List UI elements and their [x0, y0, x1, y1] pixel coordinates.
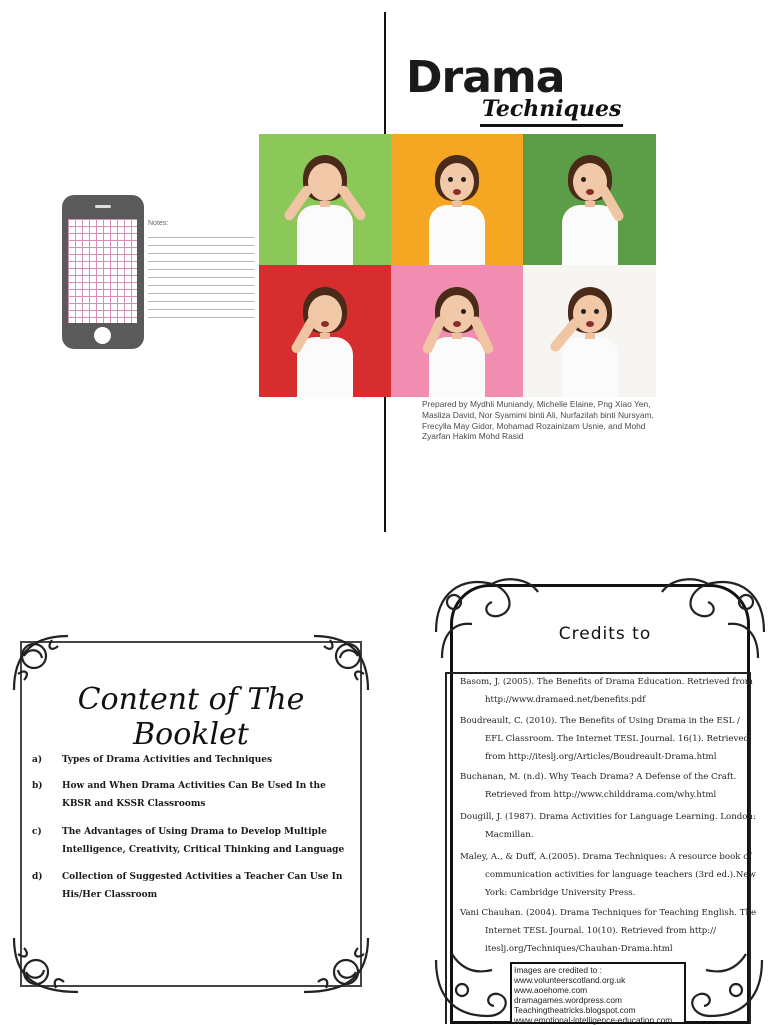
reference-entry: Basom, J. (2005). The Benefits of Drama Education. Retrieved from http://www.dramaed.net/benefits.pdf [460, 677, 753, 705]
toc-letter: b) [32, 781, 43, 791]
image-credits [514, 965, 684, 1025]
image-source: www.emotional-intelligence-education.com [514, 1015, 673, 1025]
toc-item [32, 868, 350, 904]
toc-letter: d) [32, 872, 43, 882]
credits-title: Credits to [558, 624, 652, 644]
image-source: Teachingtheatricks.blogspot.com [514, 1005, 636, 1015]
corner-ornament-icon [12, 934, 82, 994]
reference-entry: Dougill, J. (1987). Drama Activities for Language Learning. London: Macmillan. [460, 812, 756, 840]
toc-text: How and When Drama Activities Can Be Used In the KBSR and KSSR Classrooms [62, 781, 326, 809]
toc-text: The Advantages of Using Drama to Develop Multiple Intelligence, Creativity, Critical Thinking and Language [62, 827, 345, 855]
toc-item [32, 751, 350, 769]
toc-letter: c) [32, 827, 42, 837]
notes-lines [148, 230, 254, 318]
phone-grid-screen [68, 219, 137, 323]
photo-child-covering-eyes [259, 134, 391, 265]
cover-title: Drama [406, 52, 565, 103]
toc-letter: a) [32, 755, 43, 765]
photo-child-hand-on-eye [523, 134, 656, 265]
swirl-ornament-icon [658, 572, 768, 662]
toc-item [32, 823, 350, 859]
photo-child-with-red-glasses [259, 265, 391, 397]
swirl-ornament-icon [432, 572, 542, 662]
photo-child-holding-glasses [523, 265, 656, 397]
image-credits-heading: Images are credited to : [514, 965, 602, 975]
swirl-ornament-icon [676, 950, 766, 1024]
photo-child-surprised [391, 134, 523, 265]
toc-text: Collection of Suggested Activities a Teacher Can Use In His/Her Classroom [62, 872, 343, 900]
notes-label: Notes: [148, 220, 169, 227]
image-source: dramagames.wordpress.com [514, 995, 622, 1005]
reference-entry: Maley, A., & Duff, A.(2005). Drama Techniques: A resource book of communication activities for language teachers (3rd ed.).New York: Cambridge University Press. [460, 852, 756, 898]
toc-text: Types of Drama Activities and Techniques [62, 755, 273, 765]
cover-subtitle: Techniques [480, 96, 623, 127]
swirl-ornament-icon [432, 950, 522, 1024]
toc-item [32, 777, 350, 813]
reference-entry: Vani Chauhan. (2004). Drama Techniques for Teaching English. The Internet TESL Journal. 10(10). Retrieved from http:// iteslj.org/Techniques/Chauhan-Drama.html [460, 908, 757, 954]
image-source: www.volunteerscotland.org.uk [514, 975, 626, 985]
corner-ornament-icon [300, 934, 370, 994]
phone-home-button [94, 327, 111, 344]
reference-entry: Boudreault, C. (2010). The Benefits of Using Drama in the ESL / EFL Classroom. The Internet TESL Journal. 16(1). Retrieved from http://iteslj.org/Articles/Boudreault-Drama.html [460, 716, 749, 762]
authors-credit: Prepared by Mydhli Muniandy, Michelle Elaine, Png Xiao Yen, Masliza David, Nor Syamimi binti Ali, Nurfazilah binti Nursyam, Frecylla May Gidor, Mohamad Rozainizam Usnie, and Mohd Zyarfan Hakim Mohd Rasid [422, 399, 654, 442]
contents-title: Content of The Booklet [77, 682, 305, 752]
image-source: www.aoehome.com [514, 985, 588, 995]
reference-entry: Buchanan, M. (n.d). Why Teach Drama? A Defense of the Craft. Retrieved from http://www.childdrama.com/why.html [460, 772, 737, 800]
photo-child-with-telescope [391, 265, 523, 397]
photo-grid [259, 134, 656, 397]
phone-speaker [95, 205, 111, 208]
